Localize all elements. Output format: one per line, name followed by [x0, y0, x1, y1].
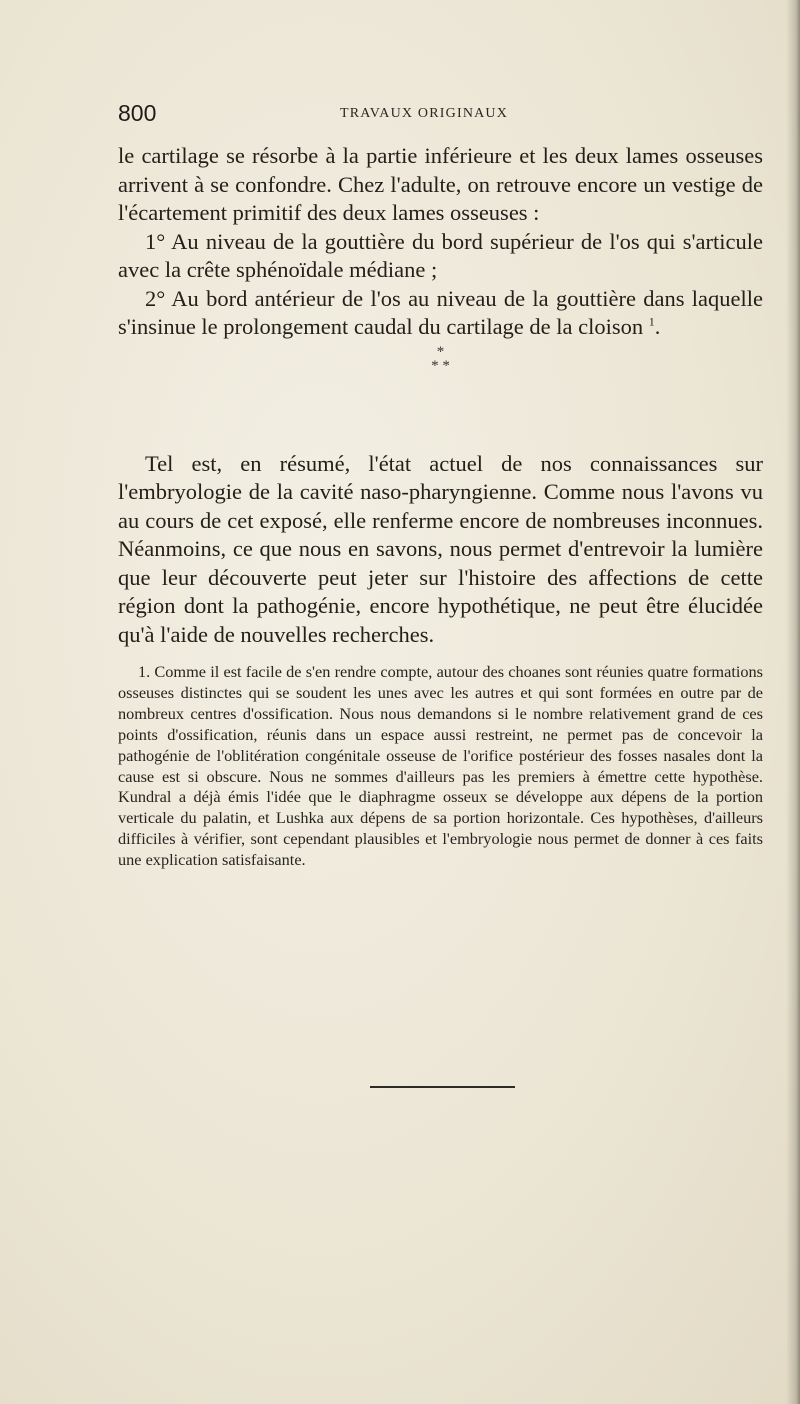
list-item-2	[118, 285, 763, 342]
end-rule	[370, 1086, 515, 1088]
list-item-1: 1° Au niveau de la gouttière du bord supérieur de l'os qui s'articule avec la crête sphénoïdale médiane ;	[118, 228, 763, 282]
asterism-bottom: * *	[431, 357, 450, 374]
section-separator-asterism	[118, 345, 763, 373]
paragraph-continuation: le cartilage se résorbe à la partie inférieure et les deux lames osseuses arrivent à se confondre. Chez l'adulte, on retrouve encore un vestige de l'écartement primitif des deux lames osseuses :	[118, 143, 763, 225]
closing-paragraph-block	[118, 427, 763, 672]
footnote-reference: 1	[648, 314, 655, 329]
asterism-top: *	[436, 343, 445, 360]
footnote	[118, 662, 763, 871]
closing-paragraph: Tel est, en résumé, l'état actuel de nos connaissances sur l'embryologie de la cavité naso-pharyngienne. Comme nous l'avons vu au cours de cet exposé, elle renferme encore de nombreuses inconnues. Néanmoins, ce que nous en savons, nous permet d'entrevoir la lumière que leur découverte peut jeter sur l'histoire des affections de cette région dont la pathogénie, encore hypothétique, ne peut être élucidée qu'à l'aide de nouvelles recherches.	[118, 450, 763, 648]
footnote-text: 1. Comme il est facile de s'en rendre compte, autour des choanes sont réunies quatre formations osseuses distinctes qui se soudent les unes avec les autres et qui sont formées en outre par de nombreux centres d'ossification. Nous nous demandons si le nombre relativement grand de ces points d'ossification, réunis dans un espace aussi restreint, ne permet pas de concevoir la pathogénie de l'oblitération congénitale osseuse de l'orifice postérieur des fosses nasales dont la cause est si obscure. Nous ne sommes d'ailleurs pas les premiers à émettre cette hypothèse. Kundral a déjà émis l'idée que le diaphragme osseux se développe aux dépens de la portion verticale du palatin, et Lushka aux dépens de sa portion horizontale. Ces hypothèses, d'ailleurs difficiles à vérifier, sont cependant plausibles et l'embryologie nous permet de donner à ces faits une explication satisfaisante.	[118, 662, 763, 870]
page-edge-shadow	[786, 0, 800, 1404]
main-text-block	[118, 142, 763, 378]
page-header	[118, 100, 758, 130]
running-head: TRAVAUX ORIGINAUX	[340, 106, 509, 121]
page-number: 800	[118, 100, 157, 126]
list-item-2-end: .	[654, 314, 661, 339]
list-item-2-text: 2° Au bord antérieur de l'os au niveau de la gouttière dans laquelle s'insinue le prolongement caudal du cartilage de la cloison	[118, 285, 763, 339]
